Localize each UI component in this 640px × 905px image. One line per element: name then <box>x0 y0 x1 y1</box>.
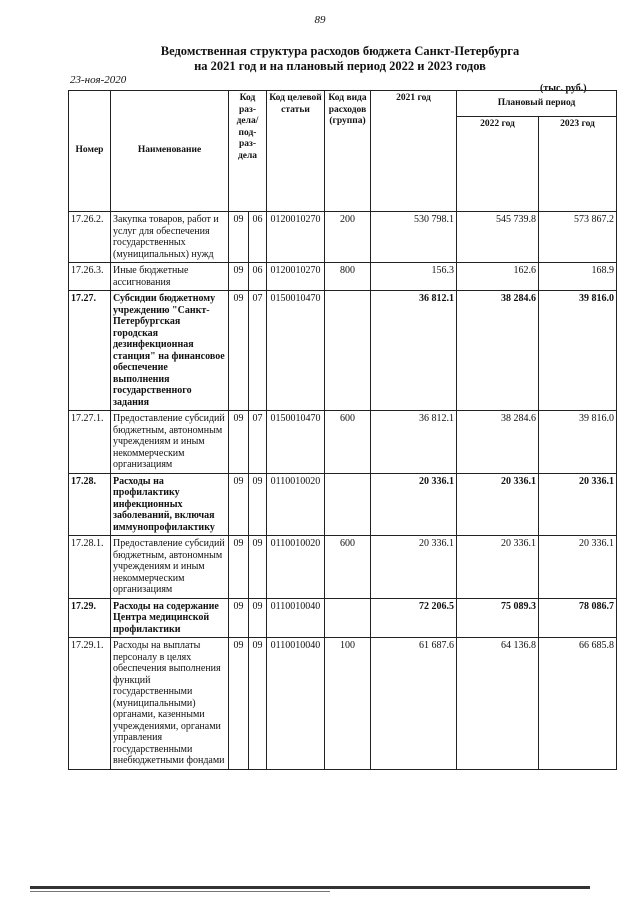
page-number: 89 <box>314 14 326 26</box>
row-subsection: 09 <box>249 638 267 770</box>
row-name: Расходы на выплаты персоналу в целях обеспечения выполнения функций государственными (муниципальными) органами, казенными учреждениями, органами управления государственными внебюджетными фондами <box>111 638 229 770</box>
row-section: 09 <box>229 411 249 474</box>
title-line-1: Ведомственная структура расходов бюджета Санкт-Петербурга <box>160 44 520 58</box>
row-target: 0120010270 <box>267 212 325 263</box>
row-section: 09 <box>229 598 249 638</box>
row-subsection: 06 <box>249 263 267 291</box>
document-title <box>60 44 620 74</box>
row-number: 17.28.1. <box>69 536 111 599</box>
row-value-2022: 38 284.6 <box>457 291 539 411</box>
row-type <box>325 291 371 411</box>
row-value-2023: 66 685.8 <box>539 638 617 770</box>
row-subsection: 06 <box>249 212 267 263</box>
header-2021: 2021 год <box>371 91 457 212</box>
row-number: 17.27. <box>69 291 111 411</box>
row-section: 09 <box>229 638 249 770</box>
header-type: Код вида расходов (группа) <box>325 91 371 212</box>
row-type: 600 <box>325 536 371 599</box>
row-number: 17.26.2. <box>69 212 111 263</box>
row-value-2023: 573 867.2 <box>539 212 617 263</box>
row-number: 17.29.1. <box>69 638 111 770</box>
row-value-2023: 39 816.0 <box>539 291 617 411</box>
row-name: Иные бюджетные ассигнования <box>111 263 229 291</box>
row-type: 100 <box>325 638 371 770</box>
row-type: 600 <box>325 411 371 474</box>
table-row <box>69 291 617 411</box>
row-value-2021: 36 812.1 <box>371 411 457 474</box>
row-name: Предоставление субсидий бюджетным, автономным учреждениям и иным некоммерческим организациям <box>111 411 229 474</box>
row-section: 09 <box>229 536 249 599</box>
row-subsection: 09 <box>249 536 267 599</box>
document-date: 23-ноя-2020 <box>70 74 127 86</box>
row-section: 09 <box>229 473 249 536</box>
table-row <box>69 263 617 291</box>
row-value-2022: 64 136.8 <box>457 638 539 770</box>
row-name: Расходы на профилактику инфекционных заболеваний, включая иммунопрофилактику <box>111 473 229 536</box>
row-value-2022: 162.6 <box>457 263 539 291</box>
header-section: Код раз-дела/ под-раз-дела <box>229 91 267 212</box>
row-value-2021: 61 687.6 <box>371 638 457 770</box>
row-value-2023: 20 336.1 <box>539 536 617 599</box>
row-subsection: 07 <box>249 291 267 411</box>
row-number: 17.29. <box>69 598 111 638</box>
row-section: 09 <box>229 291 249 411</box>
row-value-2021: 20 336.1 <box>371 536 457 599</box>
footer-rule <box>30 886 590 889</box>
header-2022: 2022 год <box>457 117 539 212</box>
row-value-2023: 168.9 <box>539 263 617 291</box>
row-target: 0120010270 <box>267 263 325 291</box>
footer-rule-thin <box>30 891 330 892</box>
title-line-2: на 2021 год и на плановый период 2022 и 2023 годов <box>194 59 486 73</box>
row-type: 200 <box>325 212 371 263</box>
row-type <box>325 598 371 638</box>
header-2023: 2023 год <box>539 117 617 212</box>
units-label: (тыс. руб.) <box>540 83 587 94</box>
budget-table <box>68 90 617 770</box>
row-value-2022: 38 284.6 <box>457 411 539 474</box>
table-row <box>69 638 617 770</box>
row-value-2021: 530 798.1 <box>371 212 457 263</box>
row-type <box>325 473 371 536</box>
row-target: 0110010040 <box>267 638 325 770</box>
row-value-2022: 20 336.1 <box>457 536 539 599</box>
row-subsection: 09 <box>249 473 267 536</box>
row-subsection: 07 <box>249 411 267 474</box>
row-value-2021: 36 812.1 <box>371 291 457 411</box>
row-value-2023: 20 336.1 <box>539 473 617 536</box>
row-type: 800 <box>325 263 371 291</box>
row-number: 17.26.3. <box>69 263 111 291</box>
row-number: 17.28. <box>69 473 111 536</box>
row-name: Закупка товаров, работ и услуг для обеспечения государственных (муниципальных) нужд <box>111 212 229 263</box>
header-number: Номер <box>69 91 111 212</box>
table-row <box>69 536 617 599</box>
row-section: 09 <box>229 263 249 291</box>
row-value-2022: 75 089.3 <box>457 598 539 638</box>
row-value-2021: 72 206.5 <box>371 598 457 638</box>
row-name: Расходы на содержание Центра медицинской профилактики <box>111 598 229 638</box>
row-value-2023: 78 086.7 <box>539 598 617 638</box>
row-section: 09 <box>229 212 249 263</box>
row-target: 0150010470 <box>267 291 325 411</box>
table-row <box>69 212 617 263</box>
row-target: 0110010020 <box>267 536 325 599</box>
row-name: Предоставление субсидий бюджетным, автономным учреждениям и иным некоммерческим организациям <box>111 536 229 599</box>
row-target: 0150010470 <box>267 411 325 474</box>
row-subsection: 09 <box>249 598 267 638</box>
row-number: 17.27.1. <box>69 411 111 474</box>
row-value-2023: 39 816.0 <box>539 411 617 474</box>
header-name: Наименование <box>111 91 229 212</box>
row-value-2021: 156.3 <box>371 263 457 291</box>
row-name: Субсидии бюджетному учреждению "Санкт-Петербургская городская дезинфекционная станция" на финансовое обеспечение выполнения государственного задания <box>111 291 229 411</box>
row-target: 0110010040 <box>267 598 325 638</box>
row-value-2022: 545 739.8 <box>457 212 539 263</box>
header-planned: Плановый период <box>457 91 617 117</box>
row-value-2022: 20 336.1 <box>457 473 539 536</box>
table-row <box>69 598 617 638</box>
header-target: Код целевой статьи <box>267 91 325 212</box>
table-row <box>69 473 617 536</box>
table-row <box>69 411 617 474</box>
row-target: 0110010020 <box>267 473 325 536</box>
row-value-2021: 20 336.1 <box>371 473 457 536</box>
